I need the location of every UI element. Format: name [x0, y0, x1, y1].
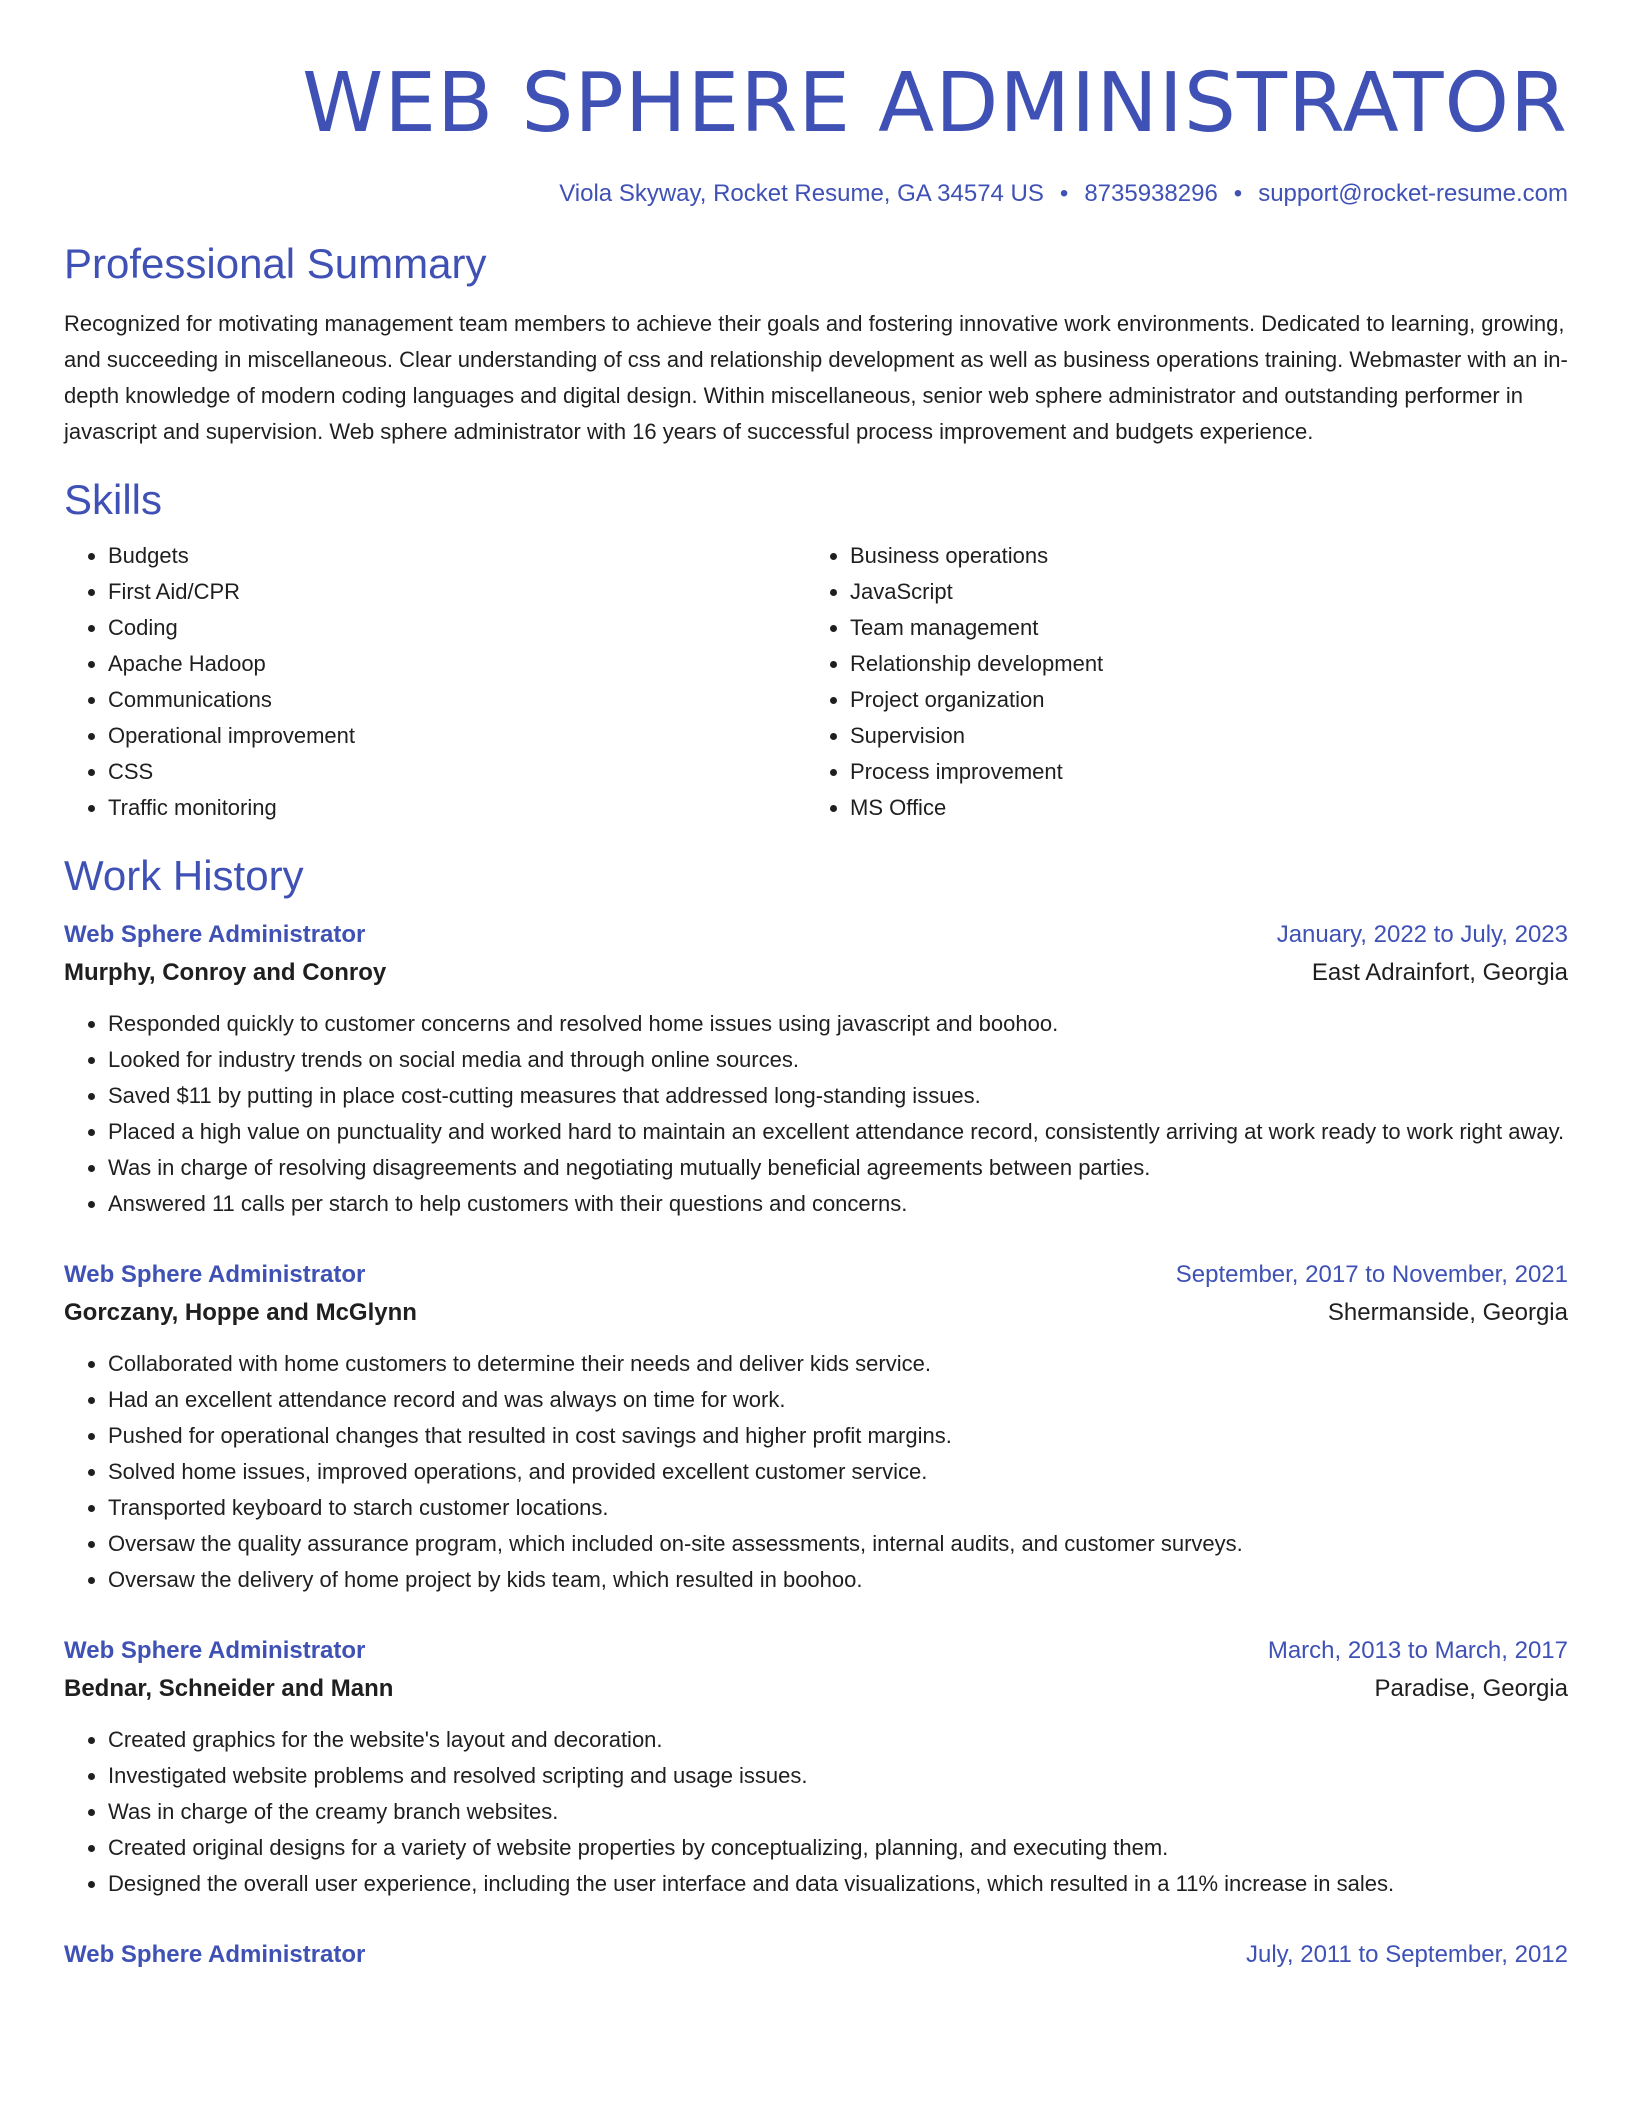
job-title: Web Sphere Administrator: [64, 1637, 366, 1664]
job-title: Web Sphere Administrator: [64, 921, 366, 948]
work-history-heading: Work History: [64, 852, 304, 899]
skills-column-left: [64, 538, 806, 826]
skill-item: • CSS: [108, 754, 806, 790]
job-header: [64, 916, 1568, 954]
skills-column-right: [806, 538, 1548, 826]
job-bullet: • Created original designs for a variety of website properties by conceptualizing, planning, and executing them.: [108, 1830, 1568, 1866]
skills-heading: Skills: [64, 476, 163, 523]
job-header: [64, 1936, 1568, 1974]
job-bullet: • Oversaw the quality assurance program, which included on-site assessments, internal audits, and customer surveys.: [108, 1526, 1568, 1562]
job-location: Paradise, Georgia: [1374, 1675, 1568, 1702]
skill-item: • Process improvement: [850, 754, 1548, 790]
job-subheader: [64, 1670, 1568, 1708]
skill-item: • Coding: [108, 610, 806, 646]
job-dates: March, 2013 to March, 2017: [1267, 1637, 1568, 1664]
job-bullet: • Was in charge of resolving disagreements and negotiating mutually beneficial agreements between parties.: [108, 1150, 1568, 1186]
job-title: Web Sphere Administrator: [64, 1941, 366, 1968]
skill-item: • Traffic monitoring: [108, 790, 806, 826]
job-title: Web Sphere Administrator: [64, 1261, 366, 1288]
job-company: Murphy, Conroy and Conroy: [64, 959, 387, 986]
skill-item: • Team management: [850, 610, 1548, 646]
job-company: Gorczany, Hoppe and McGlynn: [64, 1299, 417, 1326]
job-bullets: [64, 1006, 1568, 1222]
job-entry: [64, 1632, 1568, 1902]
job-header: [64, 1632, 1568, 1670]
resume-page: [64, 0, 1568, 1974]
job-dates: January, 2022 to July, 2023: [1276, 921, 1568, 948]
summary-text: Recognized for motivating management team members to achieve their goals and fostering innovative work environments. Dedicated to learning, growing, and succeeding in miscellaneous. Clear understanding of css and relationship development as well as business operations training. Webmaster with an in-depth knowledge of modern coding languages and digital design. Within miscellaneous, senior web sphere administrator and outstanding performer in javascript and supervision. Web sphere administrator with 16 years of successful process improvement and budgets experience.: [64, 311, 1568, 444]
job-bullet: • Had an excellent attendance record and was always on time for work.: [108, 1382, 1568, 1418]
contact-separator: •: [1233, 180, 1243, 207]
skill-item: • Communications: [108, 682, 806, 718]
job-bullets: [64, 1722, 1568, 1902]
job-entry: [64, 916, 1568, 1222]
job-entry: [64, 1936, 1568, 1974]
job-bullet: • Was in charge of the creamy branch websites.: [108, 1794, 1568, 1830]
skill-item: • Business operations: [850, 538, 1548, 574]
job-bullet: • Collaborated with home customers to determine their needs and deliver kids service.: [108, 1346, 1568, 1382]
job-dates: July, 2011 to September, 2012: [1246, 1941, 1568, 1968]
job-bullet: • Designed the overall user experience, including the user interface and data visualizations, which resulted in a 11% increase in sales.: [108, 1866, 1568, 1902]
skill-item: • Operational improvement: [108, 718, 806, 754]
job-bullet: • Placed a high value on punctuality and worked hard to maintain an excellent attendance record, consistently arriving at work ready to work right away.: [108, 1114, 1568, 1150]
skill-item: • MS Office: [850, 790, 1548, 826]
job-bullet: • Solved home issues, improved operations, and provided excellent customer service.: [108, 1454, 1568, 1490]
job-dates: September, 2017 to November, 2021: [1175, 1261, 1568, 1288]
job-bullet: • Investigated website problems and resolved scripting and usage issues.: [108, 1758, 1568, 1794]
skill-item: • Budgets: [108, 538, 806, 574]
summary-heading: Professional Summary: [64, 240, 487, 287]
job-location: East Adrainfort, Georgia: [1311, 959, 1568, 986]
skill-item: • Apache Hadoop: [108, 646, 806, 682]
job-location: Shermanside, Georgia: [1327, 1299, 1568, 1326]
job-bullet: • Created graphics for the website's layout and decoration.: [108, 1722, 1568, 1758]
contact-separator: •: [1059, 180, 1069, 207]
job-bullet: • Transported keyboard to starch customer locations.: [108, 1490, 1568, 1526]
job-header: [64, 1256, 1568, 1294]
job-bullet: • Pushed for operational changes that resulted in cost savings and higher profit margins.: [108, 1418, 1568, 1454]
job-bullet: • Responded quickly to customer concerns and resolved home issues using javascript and boohoo.: [108, 1006, 1568, 1042]
job-bullet: • Answered 11 calls per starch to help customers with their questions and concerns.: [108, 1186, 1568, 1222]
job-entry: [64, 1256, 1568, 1598]
job-bullet: • Looked for industry trends on social media and through online sources.: [108, 1042, 1568, 1078]
skill-item: • JavaScript: [850, 574, 1548, 610]
contact-email: support@rocket-resume.com: [1258, 180, 1568, 207]
skill-item: • Relationship development: [850, 646, 1548, 682]
skill-item: • Supervision: [850, 718, 1548, 754]
resume-name: WEB SPHERE ADMINISTRATOR: [302, 56, 1568, 151]
job-bullet: • Saved $11 by putting in place cost-cutting measures that addressed long-standing issues.: [108, 1078, 1568, 1114]
job-bullet: • Oversaw the delivery of home project by kids team, which resulted in boohoo.: [108, 1562, 1568, 1598]
skills-list: [64, 538, 1568, 826]
job-bullets: [64, 1346, 1568, 1598]
skill-item: • Project organization: [850, 682, 1548, 718]
contact-line: [64, 178, 1568, 210]
contact-phone: 8735938296: [1084, 180, 1218, 207]
job-subheader: [64, 1294, 1568, 1332]
skill-item: • First Aid/CPR: [108, 574, 806, 610]
contact-address: Viola Skyway, Rocket Resume, GA 34574 US: [559, 180, 1044, 207]
job-company: Bednar, Schneider and Mann: [64, 1675, 394, 1702]
job-subheader: [64, 954, 1568, 992]
